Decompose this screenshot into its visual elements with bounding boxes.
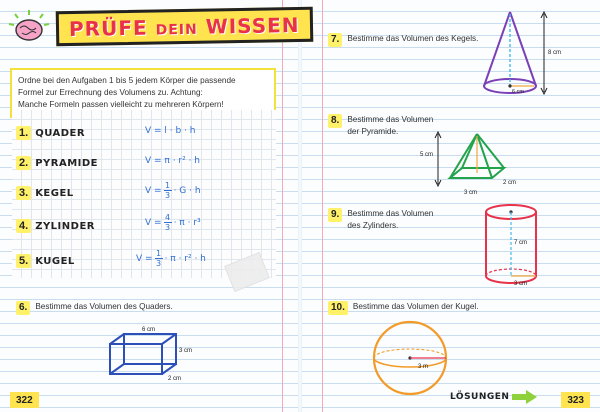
task-7 (328, 33, 478, 47)
body-number: 3. (16, 186, 31, 200)
left-page-margin-line (282, 0, 283, 412)
body-name: KUGEL (35, 255, 75, 267)
page-number-left: 322 (10, 392, 39, 408)
page-number-right: 323 (561, 392, 590, 408)
body-item-sphere (16, 251, 75, 271)
task-text-line-1: Bestimme das Volumen (347, 115, 434, 124)
task-6 (16, 301, 173, 315)
cuboid-label-bottom: 2 cm (168, 376, 182, 382)
cuboid-label-top: 6 cm (142, 327, 156, 333)
formula-5 (136, 249, 206, 268)
formula-suffix: · G · h (173, 185, 201, 196)
solutions-label: LÖSUNGEN (450, 392, 510, 402)
formula-3 (145, 181, 201, 200)
body-name: QUADER (35, 127, 86, 139)
body-number: 2. (16, 156, 31, 170)
pyramid-label-height: 5 cm (420, 152, 434, 158)
formula-prefix: V = (136, 253, 153, 264)
pyramid-label-bottom: 3 cm (464, 190, 478, 196)
pyramid-drawing (420, 128, 525, 200)
instruction-line-3: Manche Formeln passen vielleicht zu mehreren Körpern! (18, 100, 224, 109)
task-number: 9. (328, 208, 342, 222)
task-text-line-2: der Pyramide. (347, 127, 399, 136)
cone-label-height: 8 cm (548, 50, 562, 56)
body-item-cuboid (16, 123, 85, 143)
cylinder-label-radius: 3 cm (514, 281, 528, 287)
formula-prefix: V = (145, 185, 162, 196)
body-name: PYRAMIDE (35, 157, 99, 169)
formula-suffix: · π · r² · h (164, 253, 206, 264)
fraction: $\frac{4}{3}$ (165, 213, 171, 232)
brain-icon (6, 8, 52, 44)
formula-1: V = l · b · h (145, 126, 196, 136)
body-number: 4. (16, 219, 31, 233)
cylinder-label-height: 7 cm (514, 240, 528, 246)
title-word-2: DEIN (155, 21, 198, 38)
body-item-cylinder (16, 216, 95, 236)
formula-suffix: · π · r³ (173, 217, 201, 228)
formula-4 (145, 213, 201, 232)
body-number: 1. (16, 126, 31, 140)
cylinder-drawing (478, 200, 588, 296)
cone-label-radius: 6 cm (512, 89, 524, 95)
task-number: 8. (328, 114, 342, 128)
task-text-line-2: des Zylinders. (347, 221, 399, 230)
task-number: 6. (16, 301, 30, 315)
body-item-cone (16, 183, 74, 203)
title-word-3: WISSEN (205, 12, 300, 39)
task-9 (328, 208, 433, 232)
task-text-line-1: Bestimme das Volumen (347, 209, 434, 218)
task-10 (328, 301, 479, 315)
title-area (6, 8, 313, 44)
cuboid-drawing (100, 322, 200, 384)
fraction: $\frac{1}{3}$ (165, 181, 171, 200)
body-number: 5. (16, 254, 31, 268)
sphere-label-radius: 3 m (418, 364, 429, 370)
cone-drawing (478, 8, 588, 104)
pyramid-label-right: 2 cm (503, 180, 517, 186)
instruction-line-2: Formel zur Errechnung des Volumens zu. Achtung: (18, 88, 203, 97)
fraction: $\frac{1}{3}$ (156, 249, 162, 268)
formula-2: V = π · r² · h (145, 156, 201, 166)
body-name: ZYLINDER (35, 220, 95, 232)
body-name: KEGEL (35, 187, 74, 199)
task-text: Bestimme das Volumen des Kegels. (347, 34, 479, 43)
instruction-line-1: Ordne bei den Aufgaben 1 bis 5 jedem Körper die passende (18, 76, 236, 85)
task-number: 7. (328, 33, 342, 47)
task-number: 10. (328, 301, 348, 315)
formula-prefix: V = (145, 217, 162, 228)
sphere-drawing (368, 318, 456, 400)
title-word-1: PRÜFE (68, 15, 148, 41)
arrow-right-icon (512, 389, 538, 405)
right-page-margin-line (322, 0, 323, 412)
task-text: Bestimme das Volumen des Quaders. (35, 302, 173, 311)
body-item-pyramid (16, 153, 98, 173)
solutions-link[interactable] (450, 389, 538, 405)
task-text: Bestimme das Volumen der Kugel. (352, 302, 479, 311)
page-fold (298, 0, 302, 412)
page-title (56, 6, 313, 45)
task-8 (328, 114, 433, 138)
cuboid-label-right: 3 cm (179, 348, 193, 354)
